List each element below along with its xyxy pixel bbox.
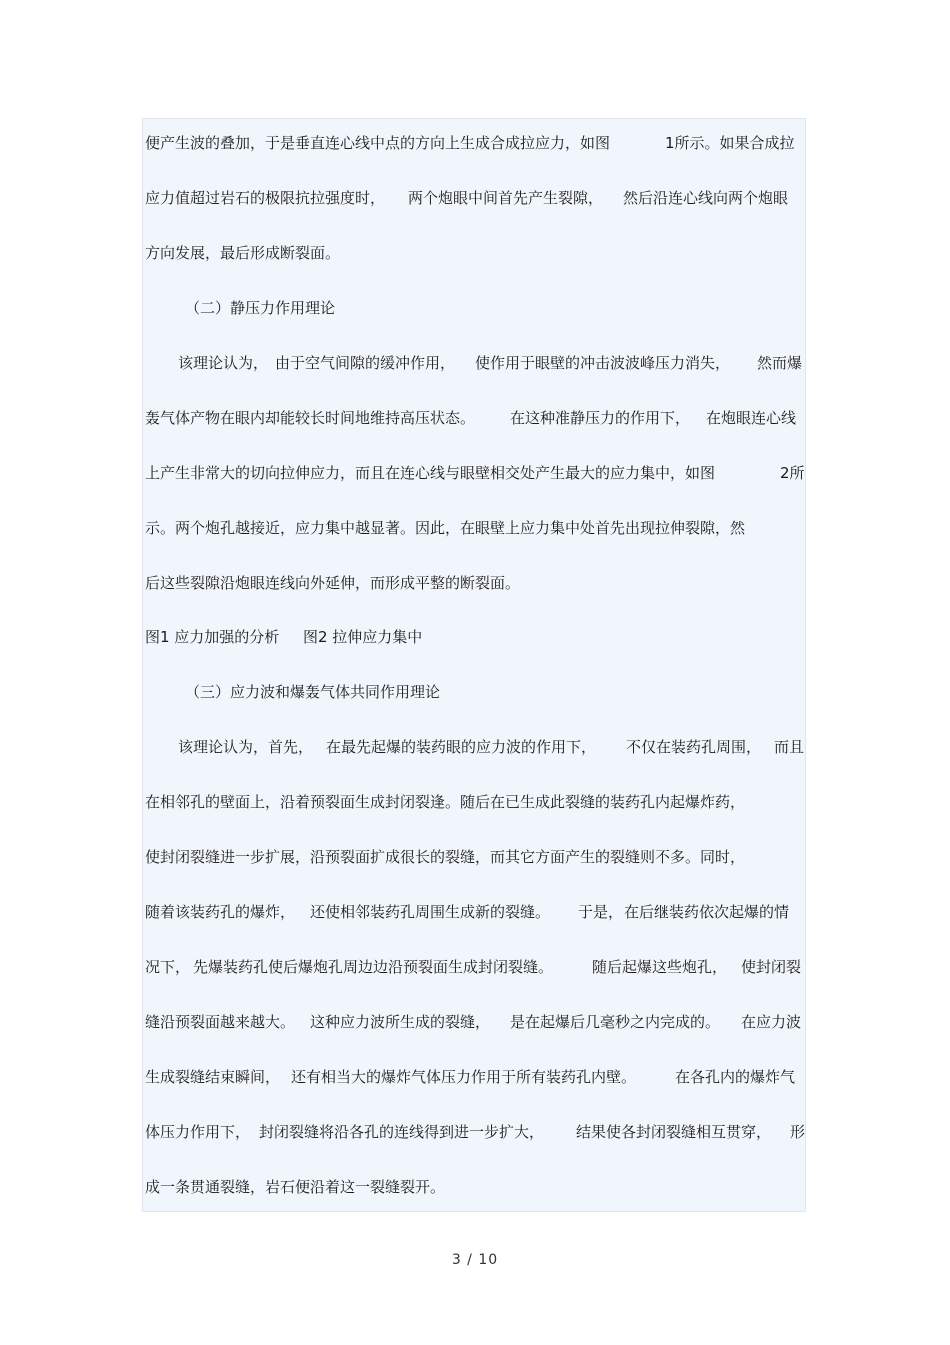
text-segment: 不仅在装药孔周围， xyxy=(626,738,762,756)
text-segment: 这种应力波所生成的裂缝， xyxy=(310,1013,491,1031)
text-segment: 在这种准静压力的作用下， xyxy=(510,409,691,427)
text-line xyxy=(0,1009,950,1035)
page-number: 3 / 10 xyxy=(451,1252,499,1268)
text-segment: 况下， xyxy=(145,958,191,976)
text-segment: 该理论认为，首先， xyxy=(178,738,314,756)
text-segment: 然而爆 xyxy=(757,354,803,372)
text-line xyxy=(0,1174,950,1200)
document-page xyxy=(142,118,806,1212)
text-segment: 先爆装药孔使后爆炮孔周边边沿预裂面生成封闭裂缝。 xyxy=(193,958,554,976)
text-segment: 2所 xyxy=(780,464,805,482)
text-segment: 使封闭裂缝进一步扩展，沿预裂面扩成很长的裂缝，而其它方面产生的裂缝则不多。同时， xyxy=(145,848,746,866)
text-segment: 轰气体产物在眼内却能较长时间地维持高压状态。 xyxy=(145,409,476,427)
text-segment: 两个炮眼中间首先产生裂隙， xyxy=(408,189,604,207)
text-segment: 便产生波的叠加，于是垂直连心线中点的方向上生成合成拉应力，如图 xyxy=(145,134,611,152)
text-line xyxy=(0,570,950,596)
text-segment: 而且 xyxy=(774,738,805,756)
text-line xyxy=(0,954,950,980)
text-segment: 封闭裂缝将沿各孔的连线得到进一步扩大， xyxy=(259,1123,545,1141)
text-line xyxy=(0,295,950,321)
text-line xyxy=(0,1119,950,1145)
text-segment: 在炮眼连心线 xyxy=(706,409,797,427)
text-segment: 还有相当大的爆炸气体压力作用于所有装药孔内壁。 xyxy=(291,1068,637,1086)
text-line xyxy=(0,515,950,541)
text-segment: 在相邻孔的壁面上，沿着预裂面生成封闭裂逢。随后在已生成此裂缝的装药孔内起爆炸药， xyxy=(145,793,746,811)
text-segment: 图1 应力加强的分析 xyxy=(145,628,280,646)
text-segment: 使封闭裂 xyxy=(741,958,802,976)
text-line xyxy=(0,240,950,266)
text-segment: 随着该装药孔的爆炸， xyxy=(145,903,296,921)
text-segment: 在后继装药依次起爆的情 xyxy=(624,903,790,921)
text-segment: 结果使各封闭裂缝相互贯穿， xyxy=(576,1123,772,1141)
text-segment: 还使相邻装药孔周围生成新的裂缝。 xyxy=(310,903,551,921)
text-segment: 在应力波 xyxy=(741,1013,802,1031)
text-line xyxy=(0,734,950,760)
text-line xyxy=(0,1064,950,1090)
text-segment: （三）应力波和爆轰气体共同作用理论 xyxy=(185,683,441,701)
text-segment: 在各孔内的爆炸气 xyxy=(675,1068,796,1086)
text-segment: 图2 拉伸应力集中 xyxy=(303,628,423,646)
text-segment: 由于空气间隙的缓冲作用， xyxy=(275,354,456,372)
text-segment: 示。两个炮孔越接近，应力集中越显著。因此，在眼壁上应力集中处首先出现拉伸裂隙，然 xyxy=(145,519,746,537)
text-line xyxy=(0,350,950,376)
text-segment: 是在起爆后几毫秒之内完成的。 xyxy=(510,1013,721,1031)
text-line xyxy=(0,130,950,156)
text-segment: 生成裂缝结束瞬间， xyxy=(145,1068,281,1086)
text-segment: 在最先起爆的装药眼的应力波的作用下， xyxy=(326,738,597,756)
text-segment: 使作用于眼壁的冲击波波峰压力消失， xyxy=(475,354,731,372)
text-segment: （二）静压力作用理论 xyxy=(185,299,336,317)
text-line xyxy=(0,789,950,815)
text-segment: 成一条贯通裂缝，岩石便沿着这一裂缝裂开。 xyxy=(145,1178,446,1196)
text-line xyxy=(0,185,950,211)
text-line xyxy=(0,679,950,705)
text-line xyxy=(0,624,950,650)
text-line xyxy=(0,460,950,486)
text-segment: 后这些裂隙沿炮眼连线向外延伸，而形成平整的断裂面。 xyxy=(145,574,521,592)
text-segment: 应力值超过岩石的极限抗拉强度时， xyxy=(145,189,386,207)
text-segment: 然后沿连心线向两个炮眼 xyxy=(623,189,789,207)
text-segment: 随后起爆这些炮孔， xyxy=(592,958,728,976)
text-segment: 形 xyxy=(790,1123,806,1141)
text-segment: 方向发展，最后形成断裂面。 xyxy=(145,244,341,262)
text-segment: 1所示。如果合成拉 xyxy=(665,134,795,152)
text-segment: 上产生非常大的切向拉伸应力，而且在连心线与眼壁相交处产生最大的应力集中，如图 xyxy=(145,464,716,482)
text-line xyxy=(0,899,950,925)
text-line xyxy=(0,844,950,870)
text-segment: 该理论认为， xyxy=(178,354,269,372)
text-segment: 体压力作用下， xyxy=(145,1123,251,1141)
text-segment: 于是， xyxy=(578,903,624,921)
text-segment: 缝沿预裂面越来越大。 xyxy=(145,1013,296,1031)
text-line xyxy=(0,405,950,431)
